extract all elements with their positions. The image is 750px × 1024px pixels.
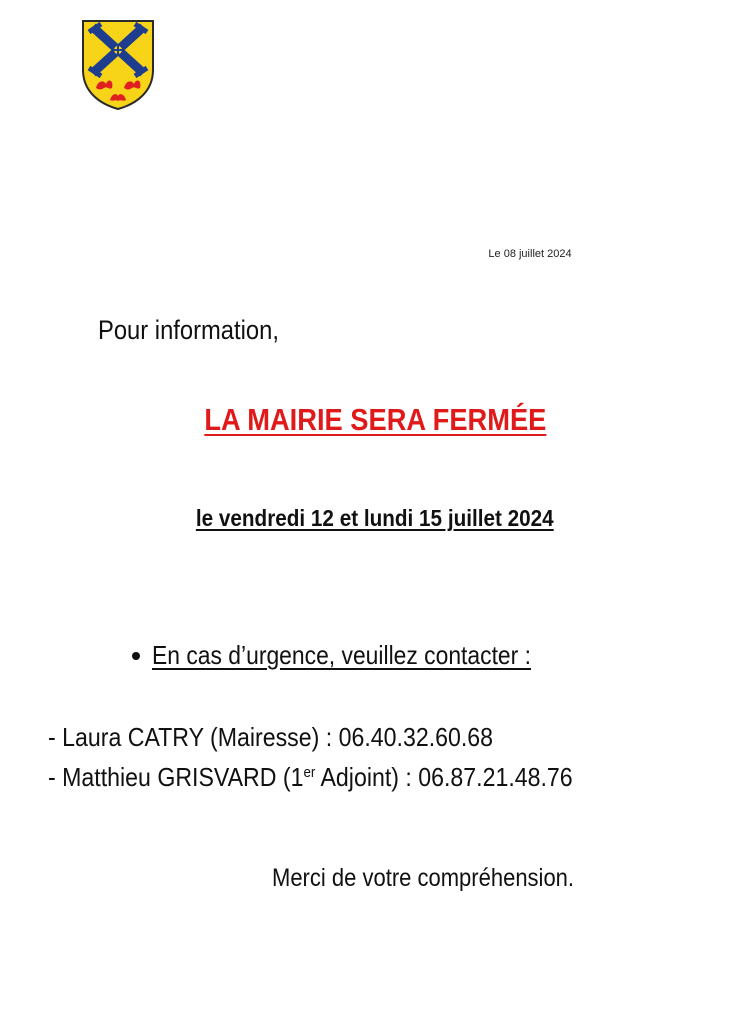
closing-text: Merci de votre compréhension. [272,864,575,892]
contact-text: - Laura CATRY (Mairesse) : 06.40.32.60.68 [48,722,494,752]
bullet-icon [132,652,140,660]
coat-of-arms-icon [80,18,156,112]
contact-mairesse [48,722,493,753]
contact-text-suffix: Adjoint) : 06.87.21.48.76 [315,762,573,792]
closure-dates-wrap [0,505,750,532]
urgence-line [132,640,583,671]
document-date: Le 08 juillet 2024 [488,248,572,260]
contact-text-prefix: - Matthieu GRISVARD (1 [48,762,304,792]
closure-dates: le vendredi 12 et lundi 15 juillet 2024 [196,505,554,531]
closure-headline-wrap [0,402,750,438]
urgence-text: En cas d’urgence, veuillez contacter : [152,640,532,670]
contact-ordinal-sup: er [303,764,316,781]
intro-text: Pour information, [98,315,279,345]
contact-adjoint [48,762,573,793]
closure-headline: LA MAIRIE SERA FERMÉE [203,402,547,437]
